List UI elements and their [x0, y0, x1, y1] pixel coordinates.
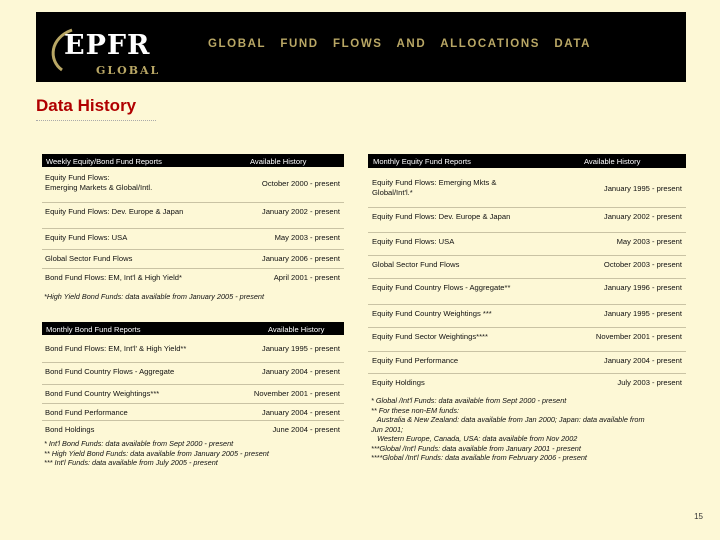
- footnote-line: Jun 2001;: [371, 424, 404, 434]
- table-row: [42, 384, 344, 405]
- row-name: Equity Fund Flows: Emerging Mkts & Global/Int'l.*: [372, 178, 497, 197]
- table-row: [42, 169, 344, 199]
- row-value: April 2001 - present: [273, 273, 340, 282]
- table-row: [368, 373, 686, 391]
- row-value: January 1995 - present: [603, 309, 682, 318]
- table-row: [368, 327, 686, 350]
- row-value: January 1995 - present: [603, 184, 682, 193]
- bond-footnotes: [44, 439, 269, 468]
- row-name: Bond Holdings: [45, 425, 95, 434]
- footnote-line: * Int'l Bond Funds: data available from Sept 2000 - present: [44, 439, 234, 448]
- weekly-table-header: [42, 154, 344, 167]
- row-name: Equity Fund Flows: USA: [372, 237, 455, 246]
- table-row: [368, 207, 686, 232]
- footnote-line: ** High Yield Bond Funds: data available from January 2005 - present: [44, 448, 269, 458]
- banner-tagline: GLOBAL FUND FLOWS AND ALLOCATIONS DATA: [208, 38, 592, 50]
- equity-table-header: [368, 154, 686, 168]
- bond-table-header: [42, 322, 344, 335]
- row-value: January 2004 - present: [261, 367, 340, 376]
- table-row: [42, 202, 344, 225]
- row-value: June 2004 - present: [272, 425, 340, 434]
- logo-wordmark: EPFR: [64, 30, 151, 61]
- row-value: January 2002 - present: [603, 212, 682, 221]
- weekly-footnote: [44, 292, 264, 302]
- row-value: May 2003 - present: [274, 233, 340, 242]
- table-row: [368, 278, 686, 301]
- footnote-line: ***Global /Int'l Funds: data available from January 2001 - present: [371, 443, 581, 453]
- row-name: Equity Fund Sector Weightings****: [372, 332, 488, 341]
- table-row: [368, 255, 686, 278]
- row-name: Equity Fund Country Weightings ***: [372, 309, 492, 318]
- row-name: Bond Fund Country Weightings***: [45, 389, 160, 398]
- footnote-line: Western Europe, Canada, USA: data available from Nov 2002: [371, 434, 578, 443]
- page-title: Data History: [36, 96, 137, 115]
- row-name: Bond Fund Performance: [45, 408, 128, 417]
- row-value: November 2001 - present: [595, 332, 682, 341]
- header-banner: [36, 12, 686, 82]
- row-name: Bond Fund Flows: EM, Int'l' & High Yield**: [45, 344, 187, 353]
- row-value: January 2002 - present: [261, 207, 340, 216]
- bond-reports-table: [42, 322, 344, 437]
- row-value: January 2006 - present: [261, 254, 340, 263]
- row-name: Global Sector Fund Flows: [372, 260, 460, 269]
- table-row: [368, 304, 686, 327]
- footnote-line: ****Global /Int'l Funds: data available from February 2006 - present: [371, 453, 587, 462]
- row-value: May 2003 - present: [616, 237, 682, 246]
- weekly-reports-table: [42, 154, 344, 289]
- row-value: January 2004 - present: [603, 356, 682, 365]
- row-value: November 2001 - present: [253, 389, 340, 398]
- page-number: 15: [694, 512, 703, 521]
- footnote-line: Australia & New Zealand: data available from Jan 2000; Japan: data available from: [371, 415, 645, 424]
- row-name: Equity Fund Flows: Emerging Markets & Global/Intl.: [45, 173, 153, 192]
- row-value: October 2000 - present: [261, 179, 340, 188]
- bond-header-value: Available History: [268, 324, 325, 334]
- table-row: [42, 362, 344, 383]
- footnote-line: * Global /Int'l Funds: data available from Sept 2000 - present: [371, 396, 567, 405]
- row-value: January 1996 - present: [603, 283, 682, 292]
- row-value: January 2004 - present: [261, 408, 340, 417]
- equity-header-value: Available History: [584, 156, 641, 166]
- table-row: [42, 340, 344, 360]
- row-name: Equity Fund Country Flows - Aggregate**: [372, 283, 511, 292]
- footnote-line: ** For these non-EM funds:: [371, 405, 460, 415]
- footnote-line: *High Yield Bond Funds: data available from January 2005 - present: [44, 292, 264, 301]
- table-row: [42, 268, 344, 287]
- row-name: Equity Fund Flows: Dev. Europe & Japan: [45, 207, 184, 216]
- row-value: January 1995 - present: [261, 344, 340, 353]
- row-name: Equity Fund Performance: [372, 356, 459, 365]
- weekly-header-value: Available History: [250, 156, 307, 166]
- table-row: [42, 403, 344, 421]
- equity-header-name: Monthly Equity Fund Reports: [373, 156, 471, 166]
- row-name: Global Sector Fund Flows: [45, 254, 133, 263]
- logo-subtitle: GLOBAL: [96, 64, 161, 77]
- row-name: Bond Fund Flows: EM, Int'l & High Yield*: [45, 273, 182, 282]
- row-value: October 2003 - present: [603, 260, 682, 269]
- table-row: [368, 232, 686, 255]
- monthly-equity-table: [368, 154, 686, 390]
- table-row: [368, 174, 686, 206]
- row-value: July 2003 - present: [617, 378, 682, 387]
- table-row: [42, 420, 344, 438]
- footnote-line: *** Int'l Funds: data available from July 2005 - present: [44, 458, 218, 467]
- title-divider: [36, 120, 156, 121]
- weekly-header-name: Weekly Equity/Bond Fund Reports: [46, 156, 162, 166]
- bond-header-name: Monthly Bond Fund Reports: [46, 324, 141, 334]
- table-row: [42, 249, 344, 268]
- table-row: [42, 228, 344, 249]
- row-name: Bond Fund Country Flows - Aggregate: [45, 367, 175, 376]
- row-name: Equity Holdings: [372, 378, 425, 387]
- row-name: Equity Fund Flows: USA: [45, 233, 128, 242]
- equity-footnotes: [371, 396, 645, 463]
- epfr-logo: [42, 26, 192, 80]
- row-name: Equity Fund Flows: Dev. Europe & Japan: [372, 212, 511, 221]
- table-row: [368, 351, 686, 374]
